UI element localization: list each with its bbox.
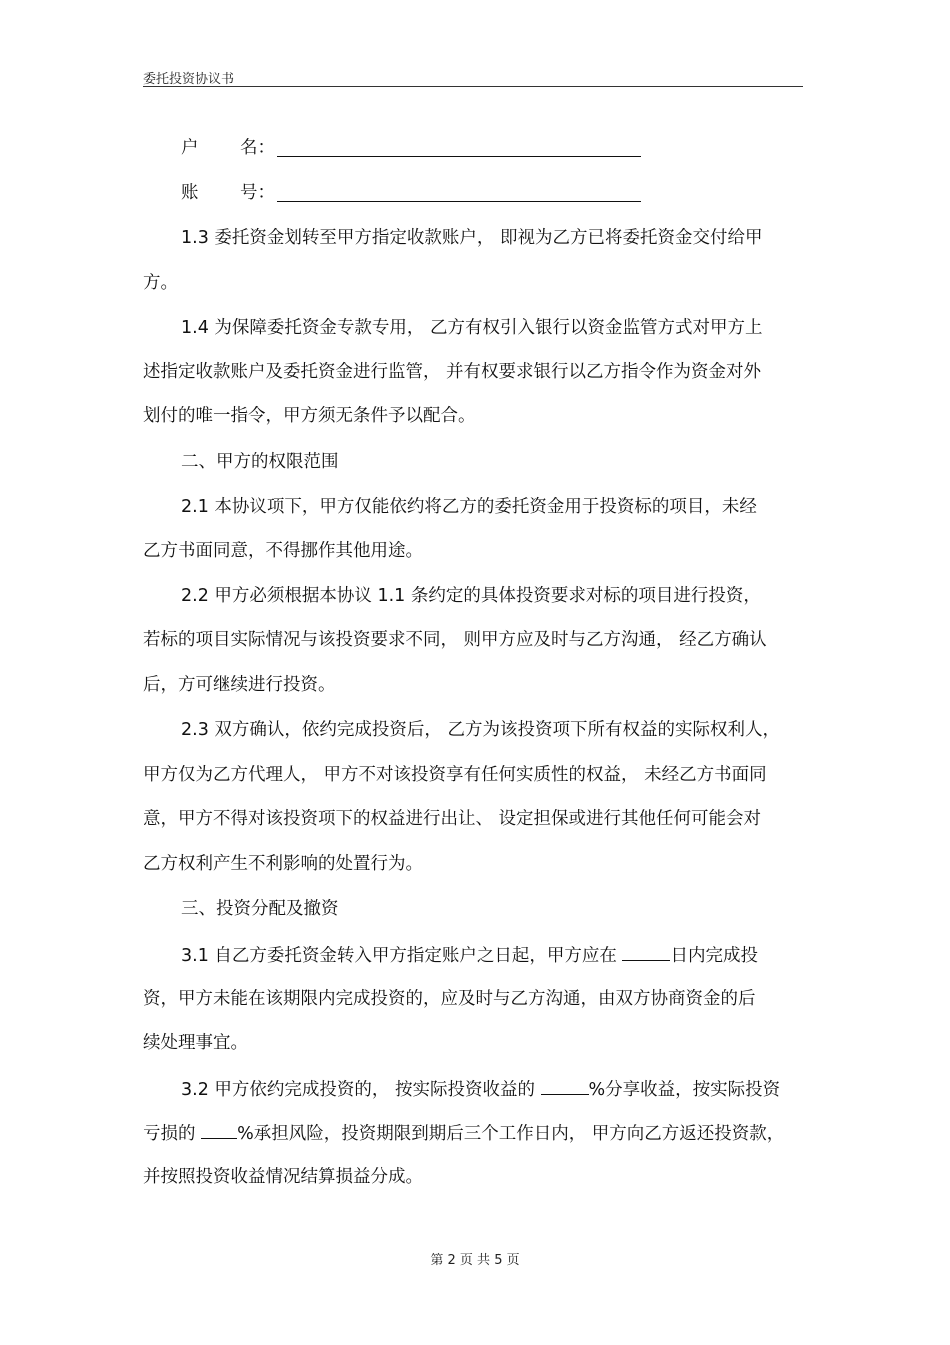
clause-3-2-text-c: 亏损的: [143, 1124, 202, 1144]
profit-share-blank: [541, 1076, 589, 1095]
clause-2-2-line-3: 后，方可继续进行投资。: [143, 675, 336, 695]
clause-1-3-line-2: 方。: [143, 273, 178, 293]
clause-1-4-line-3: 划付的唯一指令，甲方须无条件予以配合。: [143, 406, 476, 426]
clause-2-3-line-4: 乙方权利产生不利影响的处置行为。: [143, 854, 423, 874]
section-3-heading: 三、投资分配及撤资: [181, 899, 339, 919]
clause-1-4-line-2: 述指定收款账户及委托资金进行监管， 并有权要求银行以乙方指令作为资金对外: [143, 362, 762, 382]
document-header-title: 委托投资协议书: [143, 72, 235, 87]
clause-3-2-line-1: [181, 1076, 780, 1102]
clause-3-1-text-a: 3.1 自乙方委托资金转入甲方指定账户之日起，甲方应在: [181, 946, 623, 966]
account-name-label-char1: 户: [181, 138, 199, 158]
clause-2-3-line-2: 甲方仅为乙方代理人， 甲方不对该投资享有任何实质性的权益， 未经乙方书面同: [143, 765, 767, 785]
clause-2-1-line-2: 乙方书面同意，不得挪作其他用途。: [143, 541, 423, 561]
clause-1-3-line-1: 1.3 委托资金划转至甲方指定收款账户， 即视为乙方已将委托资金交付给甲: [181, 228, 763, 248]
clause-3-1-line-1: [181, 942, 758, 968]
header-divider: [143, 86, 803, 87]
clause-3-2-line-3: 并按照投资收益情况结算损益分成。: [143, 1167, 423, 1187]
section-2-heading: 二、甲方的权限范围: [181, 452, 339, 472]
account-name-blank: [277, 156, 641, 157]
clause-2-2-line-2: 若标的项目实际情况与该投资要求不同， 则甲方应及时与乙方沟通， 经乙方确认: [143, 630, 767, 650]
account-number-label-char1: 账: [181, 183, 199, 203]
account-number-label-char2: 号：: [240, 183, 275, 203]
account-number-blank: [277, 201, 641, 202]
clause-3-2-text-d: %承担风险，投资期限到期后三个工作日内， 甲方向乙方返还投资款，: [237, 1124, 785, 1144]
clause-2-3-line-3: 意，甲方不得对该投资项下的权益进行出让、 设定担保或进行其他任何可能会对: [143, 809, 762, 829]
clause-1-4-line-1: 1.4 为保障委托资金专款专用， 乙方有权引入银行以资金监管方式对甲方上: [181, 318, 763, 338]
clause-3-2-text-b: %分享收益，按实际投资: [588, 1080, 781, 1100]
clause-3-2-line-2: [143, 1120, 784, 1146]
days-blank: [622, 942, 670, 961]
page-number: 第 2 页 共 5 页: [430, 1253, 520, 1268]
clause-3-1-line-2: 资，甲方未能在该期限内完成投资的，应及时与乙方沟通，由双方协商资金的后: [143, 989, 756, 1009]
account-name-label-char2: 名：: [240, 138, 275, 158]
clause-3-1-text-b: 日内完成投: [670, 946, 758, 966]
clause-2-1-line-1: 2.1 本协议项下，甲方仅能依约将乙方的委托资金用于投资标的项目，未经: [181, 497, 757, 517]
clause-3-1-line-3: 续处理事宜。: [143, 1033, 248, 1053]
clause-2-2-line-1: 2.2 甲方必须根据本协议 1.1 条约定的具体投资要求对标的项目进行投资，: [181, 586, 761, 606]
clause-2-3-line-1: 2.3 双方确认，依约完成投资后， 乙方为该投资项下所有权益的实际权利人，: [181, 720, 780, 740]
clause-3-2-text-a: 3.2 甲方依约完成投资的， 按实际投资收益的: [181, 1080, 541, 1100]
loss-share-blank: [201, 1120, 237, 1139]
